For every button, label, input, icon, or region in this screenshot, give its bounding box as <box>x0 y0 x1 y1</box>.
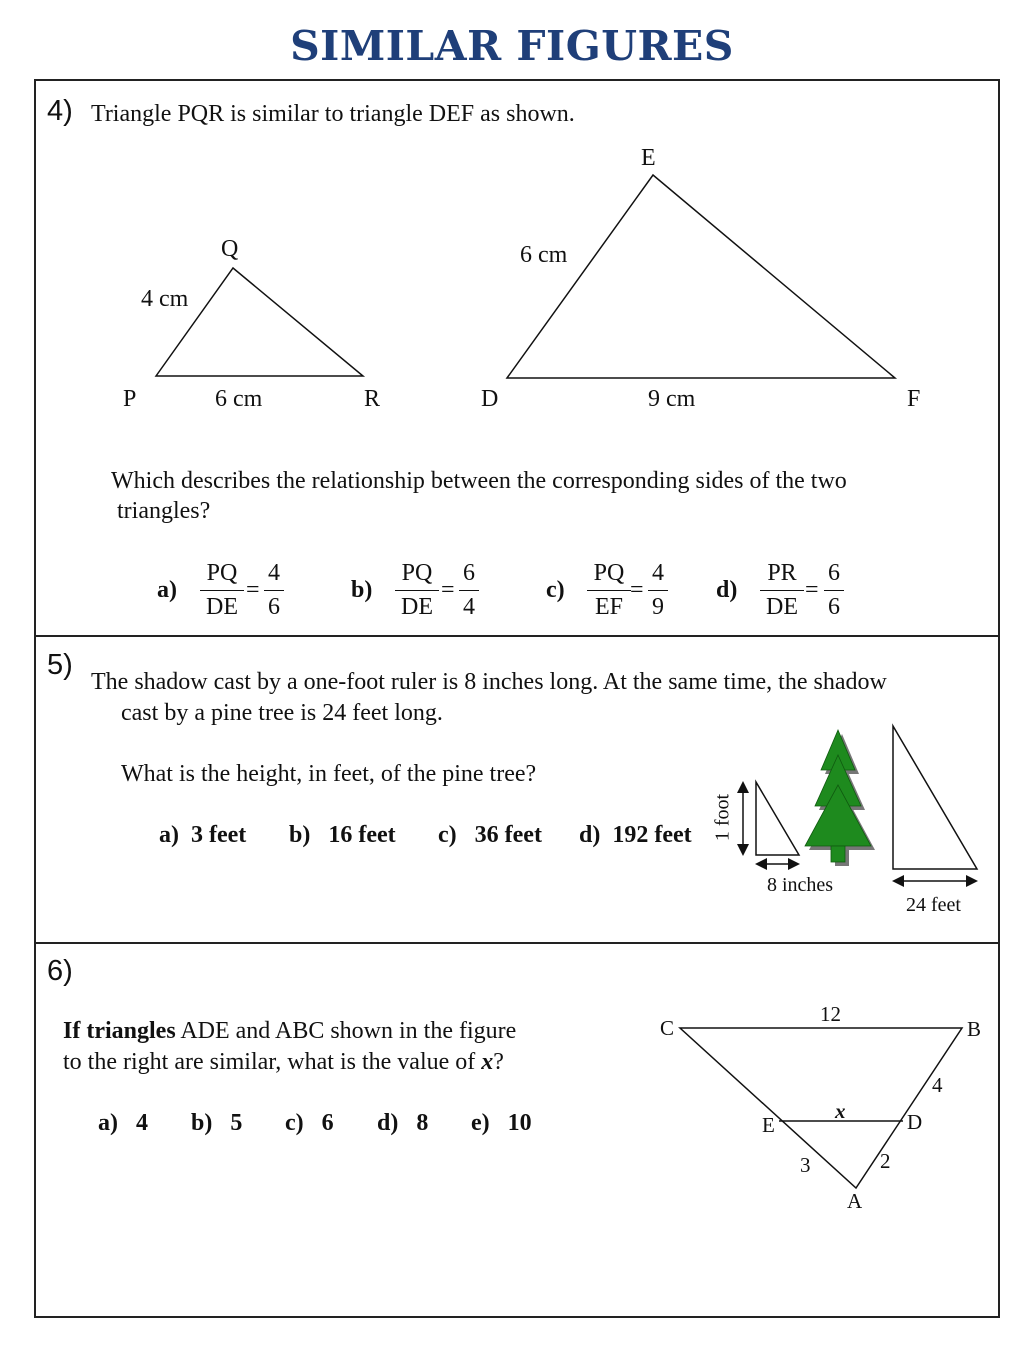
q4-question-line1: Which describes the relationship between the corresponding sides of the two <box>111 468 847 494</box>
q4-option-c-equals: = <box>630 577 644 603</box>
q6-option-c: c) 6 <box>285 1110 334 1136</box>
tree-shadow-label: 24 feet <box>906 894 961 916</box>
fraction-numerator: PQ <box>401 560 433 586</box>
fraction-numerator: PQ <box>593 560 625 586</box>
q5-option-b: b) 16 feet <box>289 822 396 848</box>
fraction-numerator: 6 <box>463 560 475 586</box>
q6-option-a: a) 4 <box>98 1110 148 1136</box>
q4-option-c-letter: c) <box>546 577 565 603</box>
q5-option-a: a) 3 feet <box>159 822 247 848</box>
q6-prompt-rest: ADE and ABC shown in the figure <box>175 1018 517 1044</box>
vertex-d-label: D <box>907 1110 923 1134</box>
vertex-e-label: E <box>762 1113 775 1137</box>
side-ea-label: 3 <box>800 1153 811 1177</box>
question-number-5: 5) <box>47 649 73 681</box>
side-da-label: 2 <box>880 1149 891 1173</box>
vertex-c-label: C <box>660 1016 675 1040</box>
fraction-denominator: DE <box>760 590 804 621</box>
page-title: SIMILAR FIGURES <box>290 22 734 70</box>
fraction-denominator: 9 <box>648 590 668 621</box>
q4-option-a-equals: = <box>246 577 260 603</box>
side-cb-label: 12 <box>820 1002 841 1026</box>
fraction-denominator: 4 <box>459 590 479 621</box>
q6-prompt-variable: x <box>481 1049 494 1075</box>
fraction-denominator: EF <box>587 590 631 621</box>
q4-question-line2: triangles? <box>117 498 211 524</box>
fraction-denominator: DE <box>395 590 439 621</box>
question-number-6: 6) <box>47 955 73 987</box>
side-bd-label: 4 <box>932 1073 943 1097</box>
q5-option-d: d) 192 feet <box>579 822 692 848</box>
vertex-d-label: D <box>481 386 499 412</box>
q6-option-b: b) 5 <box>191 1110 243 1136</box>
q5-prompt-line1: The shadow cast by a one-foot ruler is 8 inches long. At the same time, the shadow <box>91 669 887 695</box>
vertex-e-label: E <box>641 145 656 171</box>
question-number-4: 4) <box>47 95 73 127</box>
vertex-a-label: A <box>847 1189 863 1213</box>
fraction-denominator: 6 <box>824 590 844 621</box>
q6-prompt-line2-b: ? <box>493 1049 504 1075</box>
vertex-f-label: F <box>907 386 921 412</box>
fraction-numerator: 6 <box>828 560 840 586</box>
side-pq-label: 4 cm <box>141 286 189 312</box>
fraction-denominator: DE <box>200 590 244 621</box>
q6-option-d: d) 8 <box>377 1110 429 1136</box>
ruler-shadow-label: 8 inches <box>767 874 834 896</box>
q4-option-b-letter: b) <box>351 577 373 603</box>
vertex-r-label: R <box>364 386 381 412</box>
q6-prompt-bold: If triangles <box>63 1018 176 1044</box>
side-pr-label: 6 cm <box>215 386 263 412</box>
side-de-label: 6 cm <box>520 242 568 268</box>
ruler-height-label: 1 foot <box>711 793 734 842</box>
q5-question: What is the height, in feet, of the pine tree? <box>121 761 537 787</box>
variable-x: x <box>835 1099 846 1123</box>
q6-option-e: e) 10 <box>471 1110 532 1136</box>
fraction-denominator: 6 <box>264 590 284 621</box>
q4-option-b-equals: = <box>441 577 455 603</box>
q5-option-c: c) 36 feet <box>438 822 542 848</box>
side-ed-label <box>835 1099 846 1124</box>
q4-option-a-letter: a) <box>157 577 177 603</box>
q4-option-d-equals: = <box>805 577 819 603</box>
q4-prompt: Triangle PQR is similar to triangle DEF as shown. <box>91 101 575 127</box>
side-df-label: 9 cm <box>648 386 696 412</box>
fraction-numerator: PQ <box>206 560 238 586</box>
fraction-numerator: PR <box>767 560 797 586</box>
fraction-numerator: 4 <box>652 560 664 586</box>
q5-prompt-line2: cast by a pine tree is 24 feet long. <box>121 700 443 726</box>
vertex-p-label: P <box>123 386 137 412</box>
vertex-b-label: B <box>967 1017 982 1041</box>
fraction-numerator: 4 <box>268 560 280 586</box>
q6-prompt-line2-a: to the right are similar, what is the value of <box>63 1049 482 1075</box>
vertex-q-label: Q <box>221 236 239 262</box>
q4-option-d-letter: d) <box>716 577 738 603</box>
triangle-abc <box>680 1028 962 1188</box>
